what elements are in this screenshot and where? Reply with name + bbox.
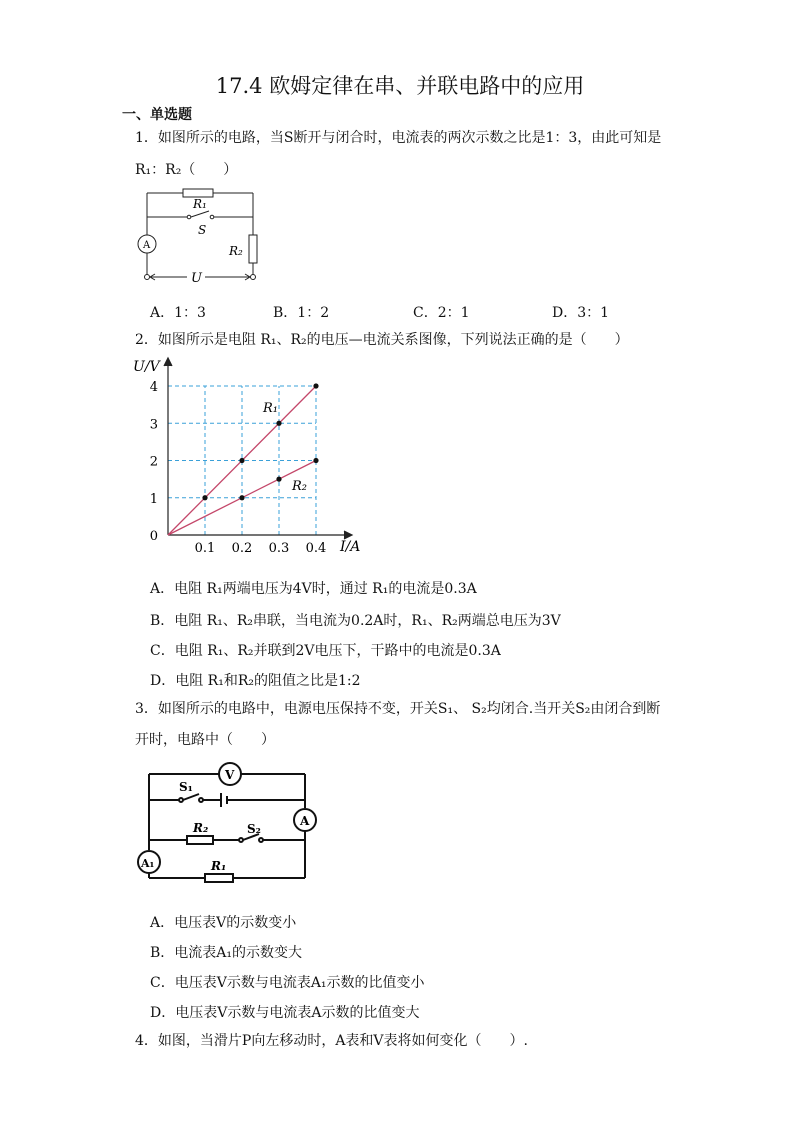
q1-stem-line1: 1．如图所示的电路，当S断开与闭合时，电流表的两次示数之比是1：3，由此可知是	[135, 130, 662, 146]
q3-r1-label: R₁	[211, 859, 227, 873]
q1-option-b: B．1：2	[273, 305, 330, 321]
q2-y-tick-label: 2	[149, 454, 158, 470]
q2-y-tick-label: 4	[149, 380, 158, 395]
q2-stem: 2．如图所示是电阻 R₁、R₂的电压—电流关系图像，下列说法正确的是（ ）	[135, 332, 629, 348]
q3-option-a: A．电压表V的示数变小	[150, 915, 297, 931]
q4-stem: 4．如图，当滑片P向左移动时，A表和V表将如何变化（ ）.	[135, 1033, 528, 1049]
q1-option-d: D．3：1	[552, 305, 610, 321]
q2-option-d: D．电阻 R₁和R₂的阻值之比是1:2	[150, 673, 361, 689]
q2-x-tick-label: 0.3	[268, 541, 290, 556]
q3-stem-line1: 3．如图所示的电路中，电源电压保持不变，开关S₁、 S₂均闭合.当开关S₂由闭合到断	[135, 701, 661, 717]
q3-s2-label: S₂	[247, 822, 261, 836]
q1-option-c: C．2：1	[413, 305, 470, 321]
q2-y-tick-label: 0	[149, 529, 158, 544]
q2-series-r1-label: R₁	[263, 401, 278, 416]
q1-r2-label: R₂	[229, 244, 243, 258]
q2-data-point	[239, 495, 244, 500]
q2-y-tick-label: 1	[149, 491, 158, 507]
q1-r1-label: R₁	[193, 197, 207, 211]
q2-x-tick-label: 0.2	[231, 541, 253, 556]
q1-ammeter-label: A	[143, 240, 151, 251]
q2-series-r2-label: R₂	[292, 479, 307, 494]
q3-r1-resistor	[205, 874, 233, 882]
q1-u-label: U	[191, 271, 202, 286]
q1-option-a: A．1：3	[150, 305, 206, 321]
q3-circuit-diagram	[135, 760, 325, 885]
q2-data-point	[239, 458, 244, 463]
q3-stem-line2: 开时，电路中（ ）	[135, 732, 275, 748]
q2-data-point	[313, 458, 318, 463]
q2-data-point	[276, 477, 281, 482]
q3-option-b: B．电流表A₁的示数变大	[150, 945, 303, 961]
q3-option-c: C．电压表V示数与电流表A₁示数的比值变小	[150, 975, 425, 991]
q2-x-tick-label: 0.4	[305, 541, 327, 556]
q2-data-point	[202, 495, 207, 500]
q3-v-label: V	[225, 768, 235, 782]
q2-data-point	[276, 421, 281, 426]
q1-s-label: S	[198, 223, 207, 237]
q3-option-d: D．电压表V示数与电流表A示数的比值变大	[150, 1005, 420, 1021]
q2-x-axis-label: I/A	[340, 539, 361, 555]
q3-s1-label: S₁	[179, 780, 193, 794]
section-heading: 一、单选题	[122, 107, 192, 123]
q2-x-tick-label: 0.1	[194, 541, 216, 556]
document-title: 17.4 欧姆定律在串、并联电路中的应用	[215, 74, 585, 98]
q3-r2-label: R₂	[193, 821, 209, 835]
q2-y-tick-label: 3	[149, 417, 158, 433]
q2-option-b: B．电阻 R₁、R₂串联，当电流为0.2A时，R₁、R₂两端总电压为3V	[150, 613, 561, 629]
q2-y-axis-label: U/V	[133, 359, 160, 375]
q3-a1-label: A₁	[141, 857, 155, 870]
q2-option-c: C．电阻 R₁、R₂并联到2V电压下，干路中的电流是0.3A	[150, 643, 501, 659]
q3-r2-resistor	[187, 836, 213, 844]
q2-option-a: A．电阻 R₁两端电压为4V时，通过 R₁的电流是0.3A	[150, 581, 477, 597]
q1-stem-line2: R₁：R₂（ ）	[135, 162, 238, 178]
q2-data-point	[313, 383, 318, 388]
q3-a-label: A	[300, 814, 310, 828]
